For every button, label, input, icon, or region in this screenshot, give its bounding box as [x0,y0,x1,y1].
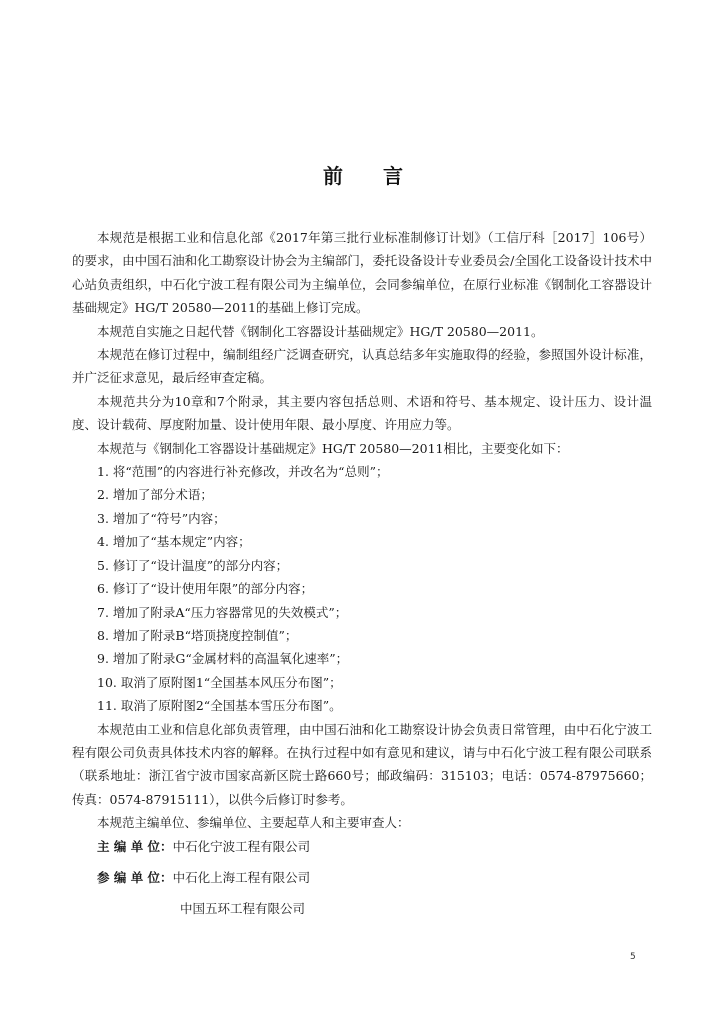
change-item: 10. 取消了原附图1“全国基本风压分布图”； [97,674,342,690]
paragraph-units-intro: 本规范主编单位、参编单位、主要起草人和主要审查人： [97,815,410,831]
change-item: 3. 增加了“符号”内容； [97,510,226,526]
change-item: 6. 修订了“设计使用年限”的部分内容； [97,581,314,597]
participating-unit-name: 中国五环工程有限公司 [180,901,306,917]
change-item: 1. 将“范围”的内容进行补充修改，并改名为“总则”； [97,464,389,480]
chief-unit-label: 主 编 单 位： [97,838,173,854]
participating-unit-line [72,866,652,889]
chief-unit-name: 中石化宁波工程有限公司 [172,838,311,854]
participating-unit-name: 中石化上海工程有限公司 [172,869,311,885]
change-item: 7. 增加了附录A“压力容器常见的失效模式”； [97,604,348,620]
paragraph-management: 本规范由工业和信息化部负责管理，由中国石油和化工勘察设计协会负责日常管理，由中石化宁波工程有限公司负责具体技术内容的解释。在执行过程中如有意见和建议，请与中石化宁波工程有限公司联系（联系地址：浙江省宁波市国家高新区院士路660号；邮政编码：315103；电话：0574-87975660；传真：0574-87915111），以供今后修订时参考。 [72,721,652,807]
document-body [72,226,652,921]
change-item: 4. 增加了“基本规定”内容； [97,534,251,550]
paragraph-content-summary: 本规范共分为10章和7个附录，其主要内容包括总则、术语和符号、基本规定、设计压力、设计温度、设计载荷、厚度附加量、设计使用年限、最小厚度、许用应力等。 [72,393,652,433]
page-number: 5 [630,952,636,962]
paragraph-revision-process: 本规范在修订过程中，编制组经广泛调查研究，认真总结多年实施取得的经验，参照国外设计标准，并广泛征求意见，最后经审查定稿。 [72,347,652,386]
change-item: 5. 修订了“设计温度”的部分内容； [97,557,289,573]
paragraph-basis: 本规范是根据工业和信息化部《2017年第三批行业标准制修订计划》（工信厅科［2017］106号）的要求，由中国石油和化工勘察设计协会为主编部门，委托设备设计专业委员会/全国化工设备设计技术中心站负责组织，中石化宁波工程有限公司为主编单位，会同参编单位，在原行业标准《钢制化工容器设计基础规定》HG/T 20580—2011的基础上修订完成。 [72,230,652,316]
change-item: 9. 增加了附录G“金属材料的高温氧化速率”； [97,651,349,667]
chief-unit-line [72,835,652,858]
participating-unit-label: 参 编 单 位： [97,869,173,885]
change-item: 2. 增加了部分术语； [97,487,213,503]
participating-unit-line-2 [72,897,652,920]
change-item: 11. 取消了原附图2“全国基本雪压分布图”。 [97,698,342,714]
change-item: 8. 增加了附录B“塔顶挠度控制值”； [97,627,298,643]
paragraph-replacement: 本规范自实施之日起代替《钢制化工容器设计基础规定》HG/T 20580—2011。 [97,323,544,339]
paragraph-changes-intro: 本规范与《钢制化工容器设计基础规定》HG/T 20580—2011相比，主要变化如下： [97,440,569,456]
page-title: 前言 [323,164,443,188]
